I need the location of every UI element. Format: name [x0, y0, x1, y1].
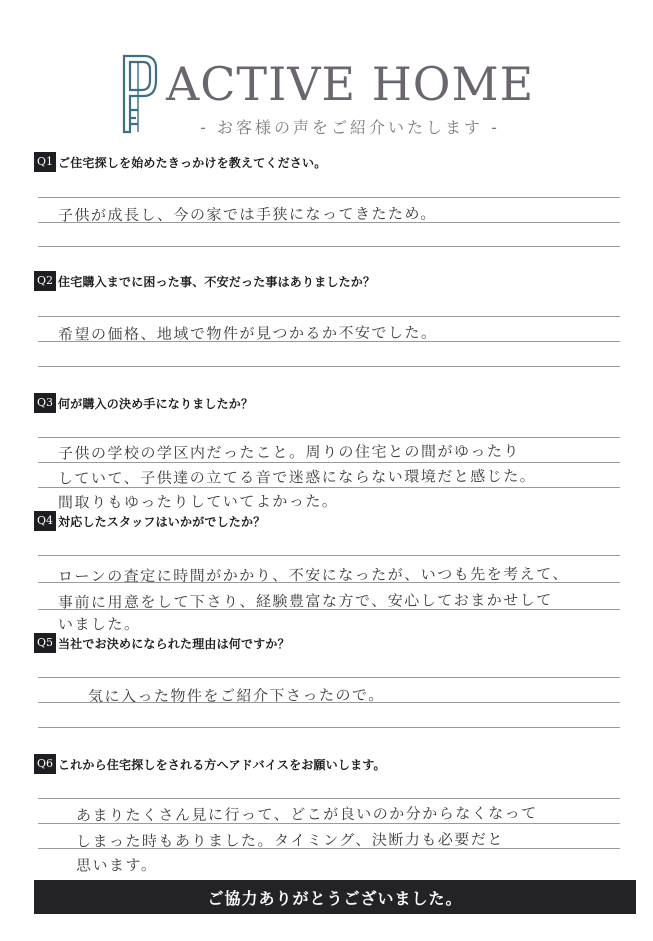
- question-text: 当社でお決めになられた理由は何ですか？: [58, 636, 290, 651]
- answer-line: [38, 677, 620, 678]
- thank-you-banner: [34, 880, 636, 914]
- question-number: Q3: [34, 393, 56, 413]
- answer-line: [38, 848, 620, 849]
- answer-1-line-1: 子供が成長し、今の家では手狭になってきたため。: [57, 204, 437, 225]
- question-6: [34, 753, 386, 775]
- answer-3-line-1: 子供の学校の学区内だったこと。周りの住宅との間がゆったり: [57, 442, 520, 463]
- answer-line: [38, 366, 620, 367]
- question-text: 対応したスタッフはいかがでしたか？: [58, 514, 266, 529]
- question-text: 何が購入の決め手になりましたか？: [58, 396, 254, 411]
- answer-3-line-3: 間取りもゆったりしていてよかった。: [57, 492, 339, 512]
- question-number: Q6: [34, 754, 56, 774]
- thank-you-text: ご協力ありがとうございました。: [207, 888, 463, 908]
- answer-6-line-2: しまった時もありました。タイミング、決断力も必要だと: [75, 830, 504, 851]
- answer-4-line-3: いました。: [57, 615, 141, 634]
- answer-4-line-1: ローンの査定に時間がかかり、不安になったが、いつも先を考えて、: [57, 564, 569, 586]
- answer-line: [38, 197, 620, 198]
- answer-line: [38, 341, 620, 342]
- answer-6-line-1: あまりたくさん見に行って、どこが良いのか分からなくなって: [75, 804, 538, 825]
- question-text: ご住宅探しを始めたきっかけを教えてください。: [58, 155, 327, 170]
- question-number: Q4: [34, 511, 56, 531]
- brand-name: ACTIVE HOME: [166, 57, 535, 111]
- question-1: [34, 151, 326, 173]
- key-house-logo-icon: [118, 52, 162, 136]
- question-4: [34, 510, 265, 532]
- question-3: [34, 392, 253, 414]
- answer-line: [38, 437, 620, 438]
- question-text: これから住宅探しをされる方へアドバイスをお願いします。: [58, 757, 386, 772]
- answer-line: [38, 609, 620, 610]
- answer-line: [38, 487, 620, 488]
- tagline: - お客様の声をご紹介いたします -: [200, 118, 500, 137]
- answer-line: [38, 316, 620, 317]
- answer-line: [38, 702, 620, 703]
- answer-6-line-3: 思います。: [75, 856, 158, 875]
- answer-line: [38, 823, 620, 824]
- question-5: [34, 632, 290, 654]
- question-number: Q1: [34, 152, 56, 172]
- answer-3-line-2: していて、子供達の立てる音で迷惑にならない環境だと感じた。: [57, 466, 537, 488]
- answer-5-line-1: 気に入った物件をご紹介下さったので。: [87, 685, 385, 706]
- answer-line: [38, 798, 620, 799]
- question-2: [34, 270, 375, 292]
- question-text: 住宅購入までに困った事、不安だった事はありましたか？: [58, 274, 376, 289]
- answer-4-line-2: 事前に用意をして下さり、経験豊富な方で、安心しておまかせして: [57, 590, 553, 612]
- answer-line: [38, 555, 620, 556]
- question-number: Q2: [34, 271, 56, 291]
- answer-line: [38, 462, 620, 463]
- answer-line: [38, 727, 620, 728]
- answer-line: [38, 222, 620, 223]
- answer-line: [38, 246, 620, 247]
- answer-line: [38, 582, 620, 583]
- question-number: Q5: [34, 633, 56, 653]
- answer-2-line-1: 希望の価格、地域で物件が見つかるか不安でした。: [57, 323, 438, 344]
